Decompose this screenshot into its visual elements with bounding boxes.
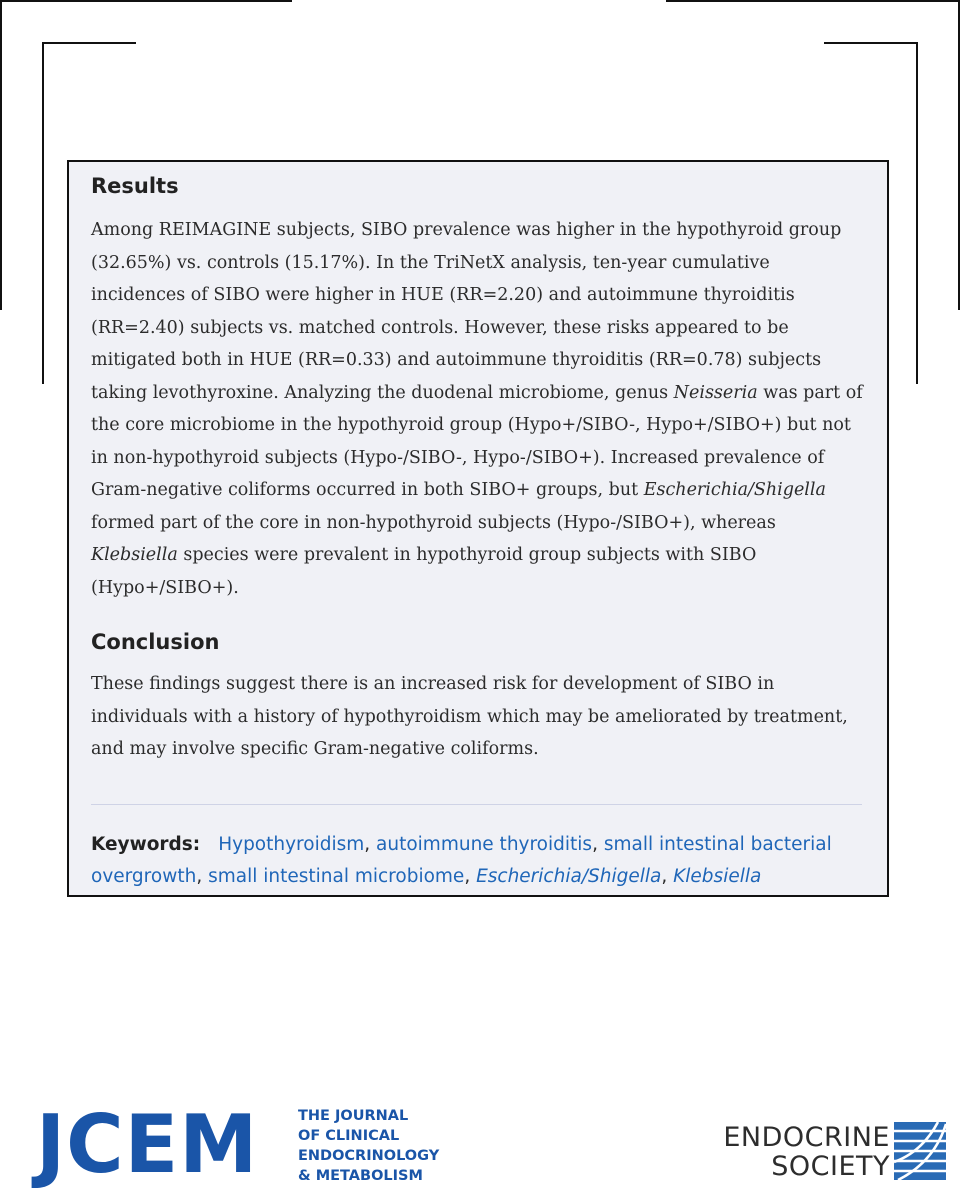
jcem-subtitle-line: & METABOLISM [298,1168,423,1184]
jcem-logo-wordmark: JCEM [36,1098,259,1191]
abstract-box [67,160,889,897]
keywords-label: Keywords: [91,833,201,855]
keyword-link-small-intestinal-microbiome[interactable]: small intestinal microbiome [208,865,465,887]
keyword-separator: , [196,865,209,887]
keyword-link-sibo[interactable]: small intestinal bacterial overgrowth [91,833,832,887]
results-heading: Results [91,174,179,198]
results-genus-neisseria: Neisseria [673,382,758,403]
jcem-subtitle-line: THE JOURNAL [298,1108,409,1124]
frame-inner-top-right [824,42,918,44]
keyword-separator: , [364,833,377,855]
frame-outer-top-left [0,0,292,2]
frame-outer-top-right [666,0,960,2]
endocrine-society-mark-icon [894,1122,946,1180]
results-text-part: was part of the core microbiome in the hypothyroid group (Hypo+/SIBO-, Hypo+/SIBO+) but not in non-hypothyroid subjects (Hypo-/SIBO-, Hypo-/SIBO+). Increased prevalence of Gram-negative coliforms occurred in both SIBO+ groups, but [91,382,863,500]
frame-inner-left [42,42,44,384]
es-logo-line: SOCIETY [771,1151,890,1182]
results-text-part: Among REIMAGINE subjects, SIBO prevalence was higher in the hypothyroid group (32.65%) vs. controls (15.17%). In the TriNetX analysis, ten-year cumulative incidences of SIBO were higher in HUE (RR=2.20) and autoimmune thyroiditis (RR=2.40) subjects vs. matched controls. However, these risks appeared to be mitigated both in HUE (RR=0.33) and autoimmune thyroiditis (RR=0.78) subjects taking levothyroxine. Analyzing the duodenal microbiome, genus [91,220,842,403]
keyword-separator: , [464,865,477,887]
keyword-separator: , [661,865,674,887]
conclusion-text: These findings suggest there is an increased risk for development of SIBO in individuals with a history of hypothyroidism which may be ameliorated by treatment, and may involve specific Gram-negative coliforms. [91,674,848,759]
frame-inner-top-left [42,42,136,44]
jcem-logo-subtitle [298,1106,440,1186]
frame-inner-right [916,42,918,384]
keywords-list [91,829,865,893]
keyword-link-hypothyroidism[interactable]: Hypothyroidism [218,833,365,855]
results-genus-klebsiella: Klebsiella [91,545,178,565]
keyword-link-klebsiella[interactable]: Klebsiella [673,865,762,887]
keyword-link-escherichia-shigella[interactable]: Escherichia/Shigella [476,865,662,887]
keywords-divider [91,804,862,805]
jcem-subtitle-line: OF CLINICAL [298,1128,400,1144]
results-genus-escherichia: Escherichia/Shigella [643,480,826,500]
results-text-part: species were prevalent in hypothyroid group subjects with SIBO (Hypo+/SIBO+). [91,545,757,598]
es-logo-line: ENDOCRINE [723,1122,890,1153]
endocrine-society-logo-text [714,1123,890,1181]
results-text-part: formed part of the core in non-hypothyroid subjects (Hypo-/SIBO+), whereas [91,512,776,533]
frame-outer-left [0,0,2,310]
jcem-subtitle-line: ENDOCRINOLOGY [298,1148,440,1164]
conclusion-heading: Conclusion [91,630,220,654]
keyword-separator: , [592,833,604,855]
results-text [91,214,865,604]
keyword-link-autoimmune-thyroiditis[interactable]: autoimmune thyroiditis [376,833,593,855]
